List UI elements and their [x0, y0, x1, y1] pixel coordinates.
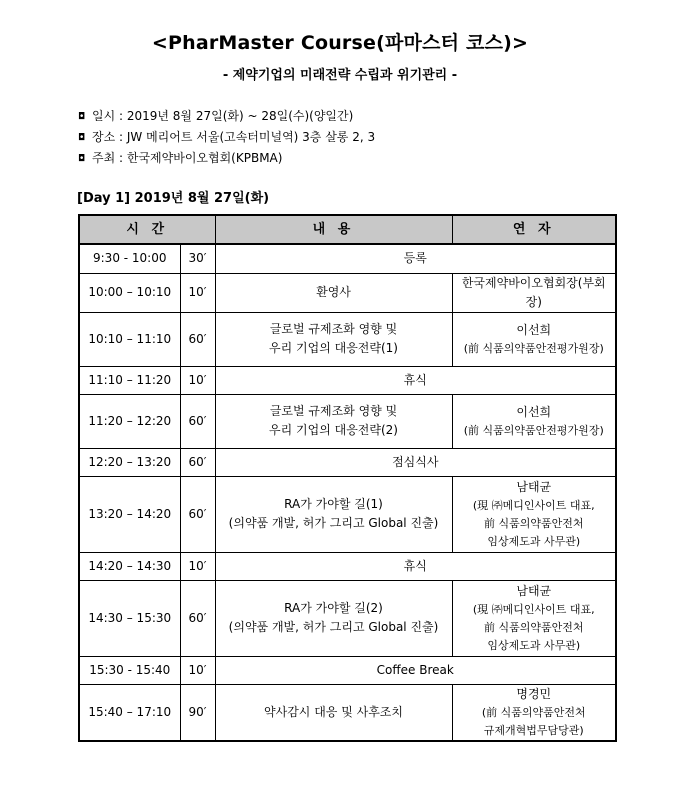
row-speaker	[452, 273, 616, 312]
speaker-affiliation: 임상제도과 사무관)	[487, 534, 581, 548]
info-date	[78, 106, 375, 127]
content-line: 글로벌 규제조화 영향 및	[269, 404, 398, 418]
content-line: 휴식	[403, 558, 427, 573]
content-line: 글로벌 규제조화 영향 및	[269, 322, 398, 336]
table-row	[79, 273, 616, 312]
info-host-text: 주최 : 한국제약바이오협회(KPBMA)	[92, 151, 283, 165]
speaker-name: 남태균	[516, 583, 552, 598]
speaker-name: 명경민	[516, 686, 552, 701]
speaker-affiliation: 前 식품의약품안전처	[483, 516, 584, 530]
content-line: 약사감시 대응 및 사후조치	[264, 704, 403, 719]
row-time: 11:20 – 12:20	[79, 394, 180, 448]
row-time: 12:20 – 13:20	[79, 448, 180, 476]
row-content	[215, 312, 452, 366]
row-duration: 10′	[180, 552, 215, 580]
event-info	[78, 106, 375, 169]
speaker-affiliation: (前 식품의약품안전처	[481, 705, 586, 719]
row-speaker	[452, 476, 616, 552]
speaker-affiliation: 임상제도과 사무관)	[487, 638, 581, 652]
header-content: 내 용	[215, 215, 452, 244]
speaker-affiliation: (現 ㈜메디인사이트 대표,	[472, 602, 595, 616]
speaker-name: 이선희	[516, 404, 552, 419]
table-row	[79, 476, 616, 552]
bullet-icon: ◘	[78, 133, 86, 143]
content-line: 우리 기업의 대응전략(1)	[269, 341, 398, 355]
header-time: 시 간	[79, 215, 215, 244]
page-title: <PharMaster Course(파마스터 코스)>	[151, 32, 529, 54]
row-content	[215, 394, 452, 448]
schedule-table	[78, 214, 617, 742]
content-line: Coffee Break	[376, 662, 454, 677]
row-duration: 10′	[180, 656, 215, 684]
row-speaker	[452, 684, 616, 741]
content-line: (의약품 개발, 허가 그리고 Global 진출)	[228, 620, 439, 634]
row-time: 14:20 – 14:30	[79, 552, 180, 580]
speaker-name: 이선희	[516, 322, 552, 337]
row-time: 11:10 – 11:20	[79, 366, 180, 394]
row-time: 13:20 – 14:20	[79, 476, 180, 552]
content-line: 환영사	[316, 285, 351, 299]
row-time: 10:10 – 11:10	[79, 312, 180, 366]
row-content	[215, 476, 452, 552]
table-row	[79, 656, 616, 684]
table-row	[79, 448, 616, 476]
content-line: (의약품 개발, 허가 그리고 Global 진출)	[228, 516, 439, 530]
row-time: 9:30 - 10:00	[79, 244, 180, 273]
row-content	[215, 273, 452, 312]
content-line: 우리 기업의 대응전략(2)	[269, 423, 398, 437]
row-duration: 60′	[180, 394, 215, 448]
content-line: 등록	[403, 251, 427, 266]
row-duration: 90′	[180, 684, 215, 741]
table-row	[79, 312, 616, 366]
row-time: 15:40 – 17:10	[79, 684, 180, 741]
table-row	[79, 580, 616, 656]
row-duration: 60′	[180, 580, 215, 656]
info-venue	[78, 127, 375, 148]
day-title: [Day 1] 2019년 8월 27일(화)	[77, 191, 270, 206]
row-content	[215, 552, 616, 580]
content-line: RA가 가야할 길(2)	[284, 601, 383, 615]
row-time: 15:30 - 15:40	[79, 656, 180, 684]
table-row	[79, 552, 616, 580]
speaker-affiliation: 前 식품의약품안전처	[483, 620, 584, 634]
row-content	[215, 244, 616, 273]
speaker-affiliation: (前 식품의약품안전평가원장)	[463, 341, 604, 355]
row-content	[215, 366, 616, 394]
row-content	[215, 656, 616, 684]
table-row	[79, 244, 616, 273]
row-speaker	[452, 580, 616, 656]
speaker-name: 남태균	[516, 479, 552, 494]
row-content	[215, 684, 452, 741]
row-duration: 60′	[180, 312, 215, 366]
content-line: 점심식사	[392, 454, 439, 469]
info-venue-text: 장소 : JW 메리어트 서울(고속터미널역) 3층 살롱 2, 3	[92, 130, 376, 144]
row-duration: 60′	[180, 476, 215, 552]
speaker-affiliation: 규제개혁법무담당관)	[483, 723, 584, 737]
bullet-icon: ◘	[78, 154, 86, 164]
content-line: 휴식	[403, 372, 427, 387]
row-speaker	[452, 312, 616, 366]
header-speaker: 연 자	[452, 215, 616, 244]
table-row	[79, 394, 616, 448]
speaker-name: 한국제약바이오협회장(부회장)	[461, 275, 606, 309]
info-host	[78, 148, 375, 169]
info-date-text: 일시 : 2019년 8월 27일(화) ~ 28일(수)(양일간)	[92, 109, 354, 123]
bullet-icon: ◘	[78, 112, 86, 122]
row-content	[215, 448, 616, 476]
table-row	[79, 684, 616, 741]
content-line: RA가 가야할 길(1)	[284, 497, 383, 511]
speaker-affiliation: (現 ㈜메디인사이트 대표,	[472, 498, 595, 512]
row-duration: 30′	[180, 244, 215, 273]
speaker-affiliation: (前 식품의약품안전평가원장)	[463, 423, 604, 437]
row-duration: 60′	[180, 448, 215, 476]
row-speaker	[452, 394, 616, 448]
row-time: 14:30 – 15:30	[79, 580, 180, 656]
row-time: 10:00 – 10:10	[79, 273, 180, 312]
page-subtitle: - 제약기업의 미래전략 수립과 위기관리 -	[222, 68, 458, 83]
row-content	[215, 580, 452, 656]
table-row	[79, 366, 616, 394]
row-duration: 10′	[180, 273, 215, 312]
row-duration: 10′	[180, 366, 215, 394]
